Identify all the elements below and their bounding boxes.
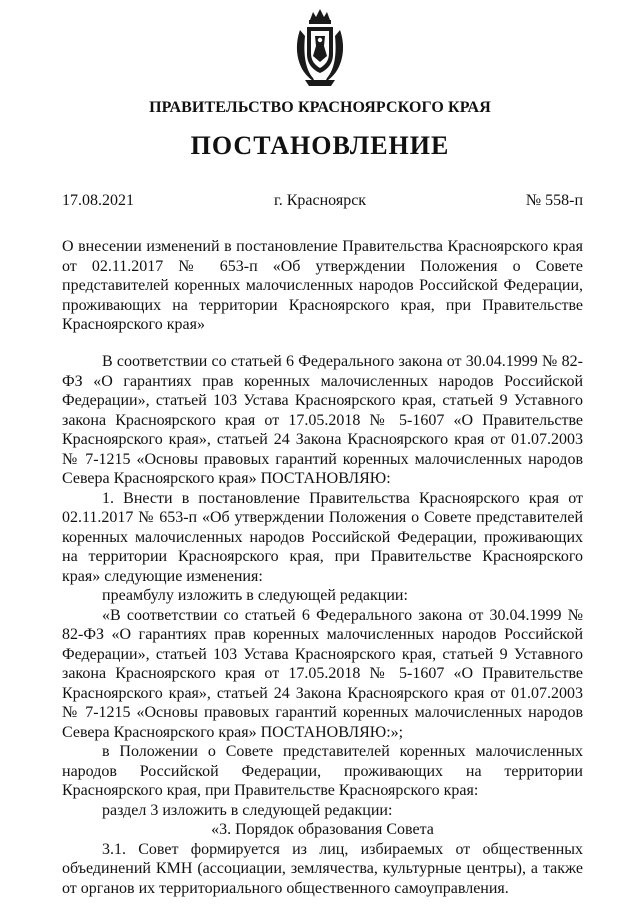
document-type-title: ПОСТАНОВЛЕНИЕ bbox=[190, 131, 450, 160]
paragraph-section-instruction: раздел 3 изложить в следующей редакции: bbox=[102, 801, 393, 819]
document-body bbox=[62, 352, 583, 898]
document-subject: О внесении изменений в постановление Правительства Красноярского края от 02.11.2017 № 653-п «Об утверждении Положения о Совете представителей коренных малочисленных народов Российской Федерации, проживающих на территории Красноярского края, при Правительстве Красноярского края» bbox=[62, 238, 583, 333]
paragraph-3-1: 3.1. Совет формируется из лиц, избираемых от общественных объединений КМН (ассоциации, землячества, культурные центры), а также от органов их территориального общественного самоуправления. bbox=[62, 840, 583, 897]
paragraph-preamble: В соответствии со статьей 6 Федерального закона от 30.04.1999 № 82-ФЗ «О гарантиях прав коренных малочисленных народов Российской Федерации», статьей 103 Устава Красноярского края, статьей 9 Уставного закона Красноярского края от 17.05.2018 № 5-1607 «О Правительстве Красноярского края», статьей 24 Закона Красноярского края от 01.07.2003 № 7-1215 «Основы правовых гарантий коренных малочисленных народов Севера Красноярского края» ПОСТАНОВЛЯЮ: bbox=[62, 353, 583, 487]
paragraph-item-1: 1. Внести в постановление Правительства Красноярского края от 02.11.2017 № 653-п «Об утверждении Положения о Совете представителей коренных малочисленных народов Российской Федерации, проживающих на территории Красноярского края, при Правительстве Красноярского края» следующие изменения: bbox=[62, 489, 583, 585]
government-name: ПРАВИТЕЛЬСТВО КРАСНОЯРСКОГО КРАЯ bbox=[149, 99, 491, 116]
document-number: № 558-п bbox=[525, 192, 583, 209]
document-city: г. Красноярск bbox=[273, 192, 367, 209]
document-date: 17.08.2021 bbox=[62, 192, 134, 209]
paragraph-preamble-instruction: преамбулу изложить в следующей редакции: bbox=[102, 587, 408, 604]
section-3-heading: «3. Порядок образования Совета bbox=[211, 821, 434, 838]
paragraph-regulation-intro: в Положении о Совете представителей коренных малочисленных народов Российской Федерации, проживающих на территории Красноярского края, при Правительстве Красноярского края: bbox=[62, 743, 583, 799]
paragraph-new-preamble: «В соответствии со статьей 6 Федерального закона от 30.04.1999 № 82-ФЗ «О гарантиях прав коренных малочисленных народов Российской Федерации», статьей 103 Устава Красноярского края, статьей 9 Уставного закона Красноярского края от 17.05.2018 № 5-1607 «О Правительстве Красноярского края», статьей 24 Закона Красноярского края от 01.07.2003 № 7-1215 «Основы правовых гарантий коренных малочисленных народов Севера Красноярского края» ПОСТАНОВЛЯЮ:»; bbox=[62, 606, 583, 741]
coat-of-arms-icon bbox=[291, 6, 349, 88]
